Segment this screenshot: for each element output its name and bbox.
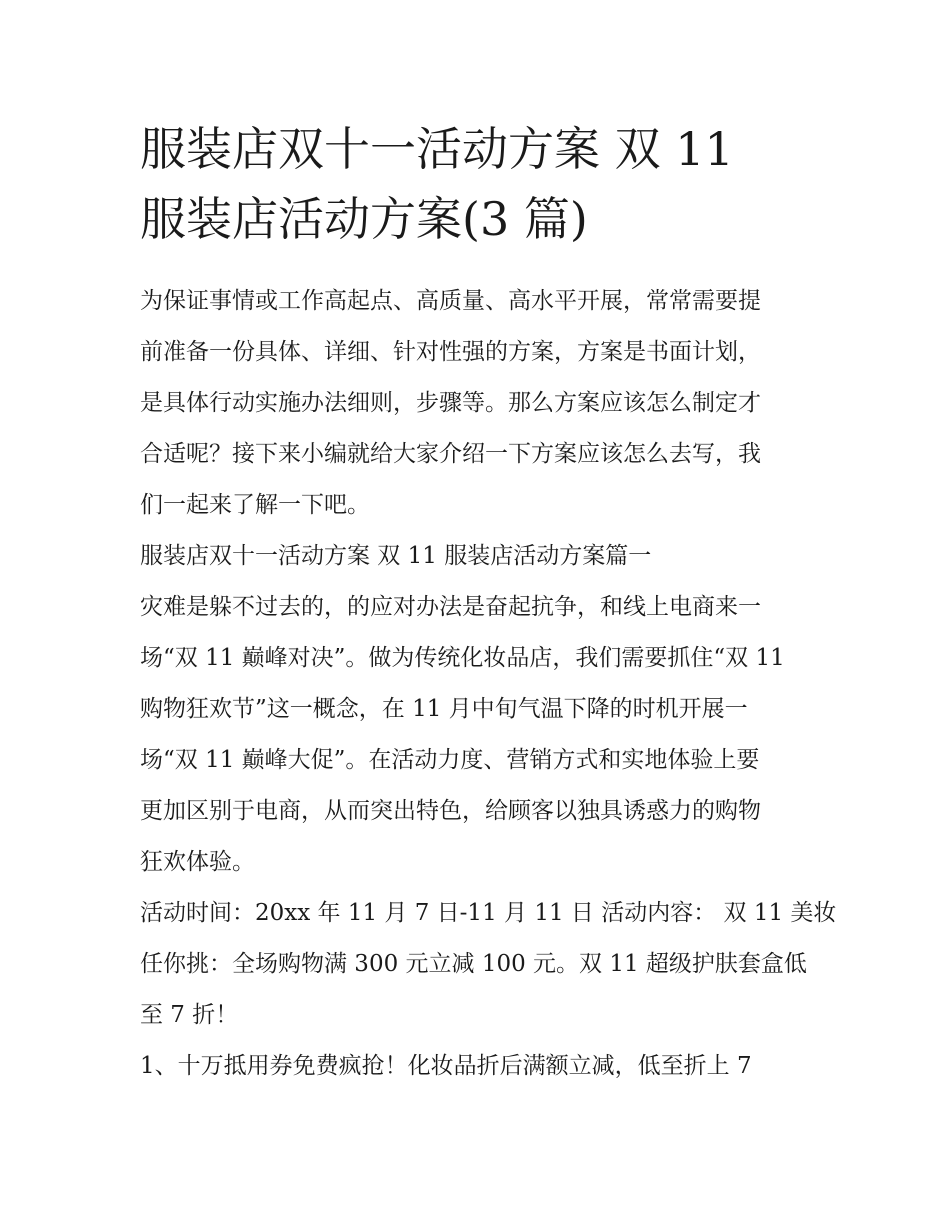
- text-line: 活动时间：20xx 年 11 月 7 日-11 月 11 日 活动内容： 双 11 美妆: [140, 900, 837, 926]
- list-item: [140, 1041, 820, 1092]
- section-heading: [140, 531, 820, 582]
- text-line: 是具体行动实施办法细则，步骤等。那么方案应该怎么制定才: [140, 390, 761, 416]
- text-line: 至 7 折！: [140, 1002, 239, 1028]
- text-line: 狂欢体验。: [140, 849, 255, 875]
- text-line: 服装店双十一活动方案 双 11 服装店活动方案篇一: [140, 543, 652, 569]
- text-line: 们一起来了解一下吧。: [140, 492, 370, 518]
- document-title: [140, 114, 840, 254]
- text-line: 场“双 11 巅峰大促”。在活动力度、营销方式和实地体验上要: [140, 747, 760, 773]
- text-line: 更加区别于电商，从而突出特色，给顾客以独具诱惑力的购物: [140, 798, 761, 824]
- text-line: 场“双 11 巅峰对决”。做为传统化妆品店，我们需要抓住“双 11: [140, 645, 785, 671]
- activity-paragraph: [140, 888, 837, 1041]
- text-line: 前准备一份具体、详细、针对性强的方案，方案是书面计划，: [140, 339, 761, 365]
- title-line-2: 服装店活动方案(3 篇): [140, 192, 588, 246]
- intro-paragraph: [140, 276, 820, 531]
- text-line: 为保证事情或工作高起点、高质量、高水平开展，常常需要提: [140, 288, 761, 314]
- section-paragraph: [140, 582, 820, 888]
- text-line: 购物狂欢节”这一概念，在 11 月中旬气温下降的时机开展一: [140, 696, 748, 722]
- text-line: 灾难是躲不过去的，的应对办法是奋起抗争，和线上电商来一: [140, 594, 761, 620]
- text-line: 合适呢？接下来小编就给大家介绍一下方案应该怎么去写，我: [140, 441, 761, 467]
- title-line-1: 服装店双十一活动方案 双 11: [140, 122, 734, 176]
- text-line: 1、十万抵用券免费疯抢！化妆品折后满额立减，低至折上 7: [140, 1053, 752, 1079]
- document-body: [140, 276, 837, 1092]
- text-line: 任你挑：全场购物满 300 元立减 100 元。双 11 超级护肤套盒低: [140, 951, 807, 977]
